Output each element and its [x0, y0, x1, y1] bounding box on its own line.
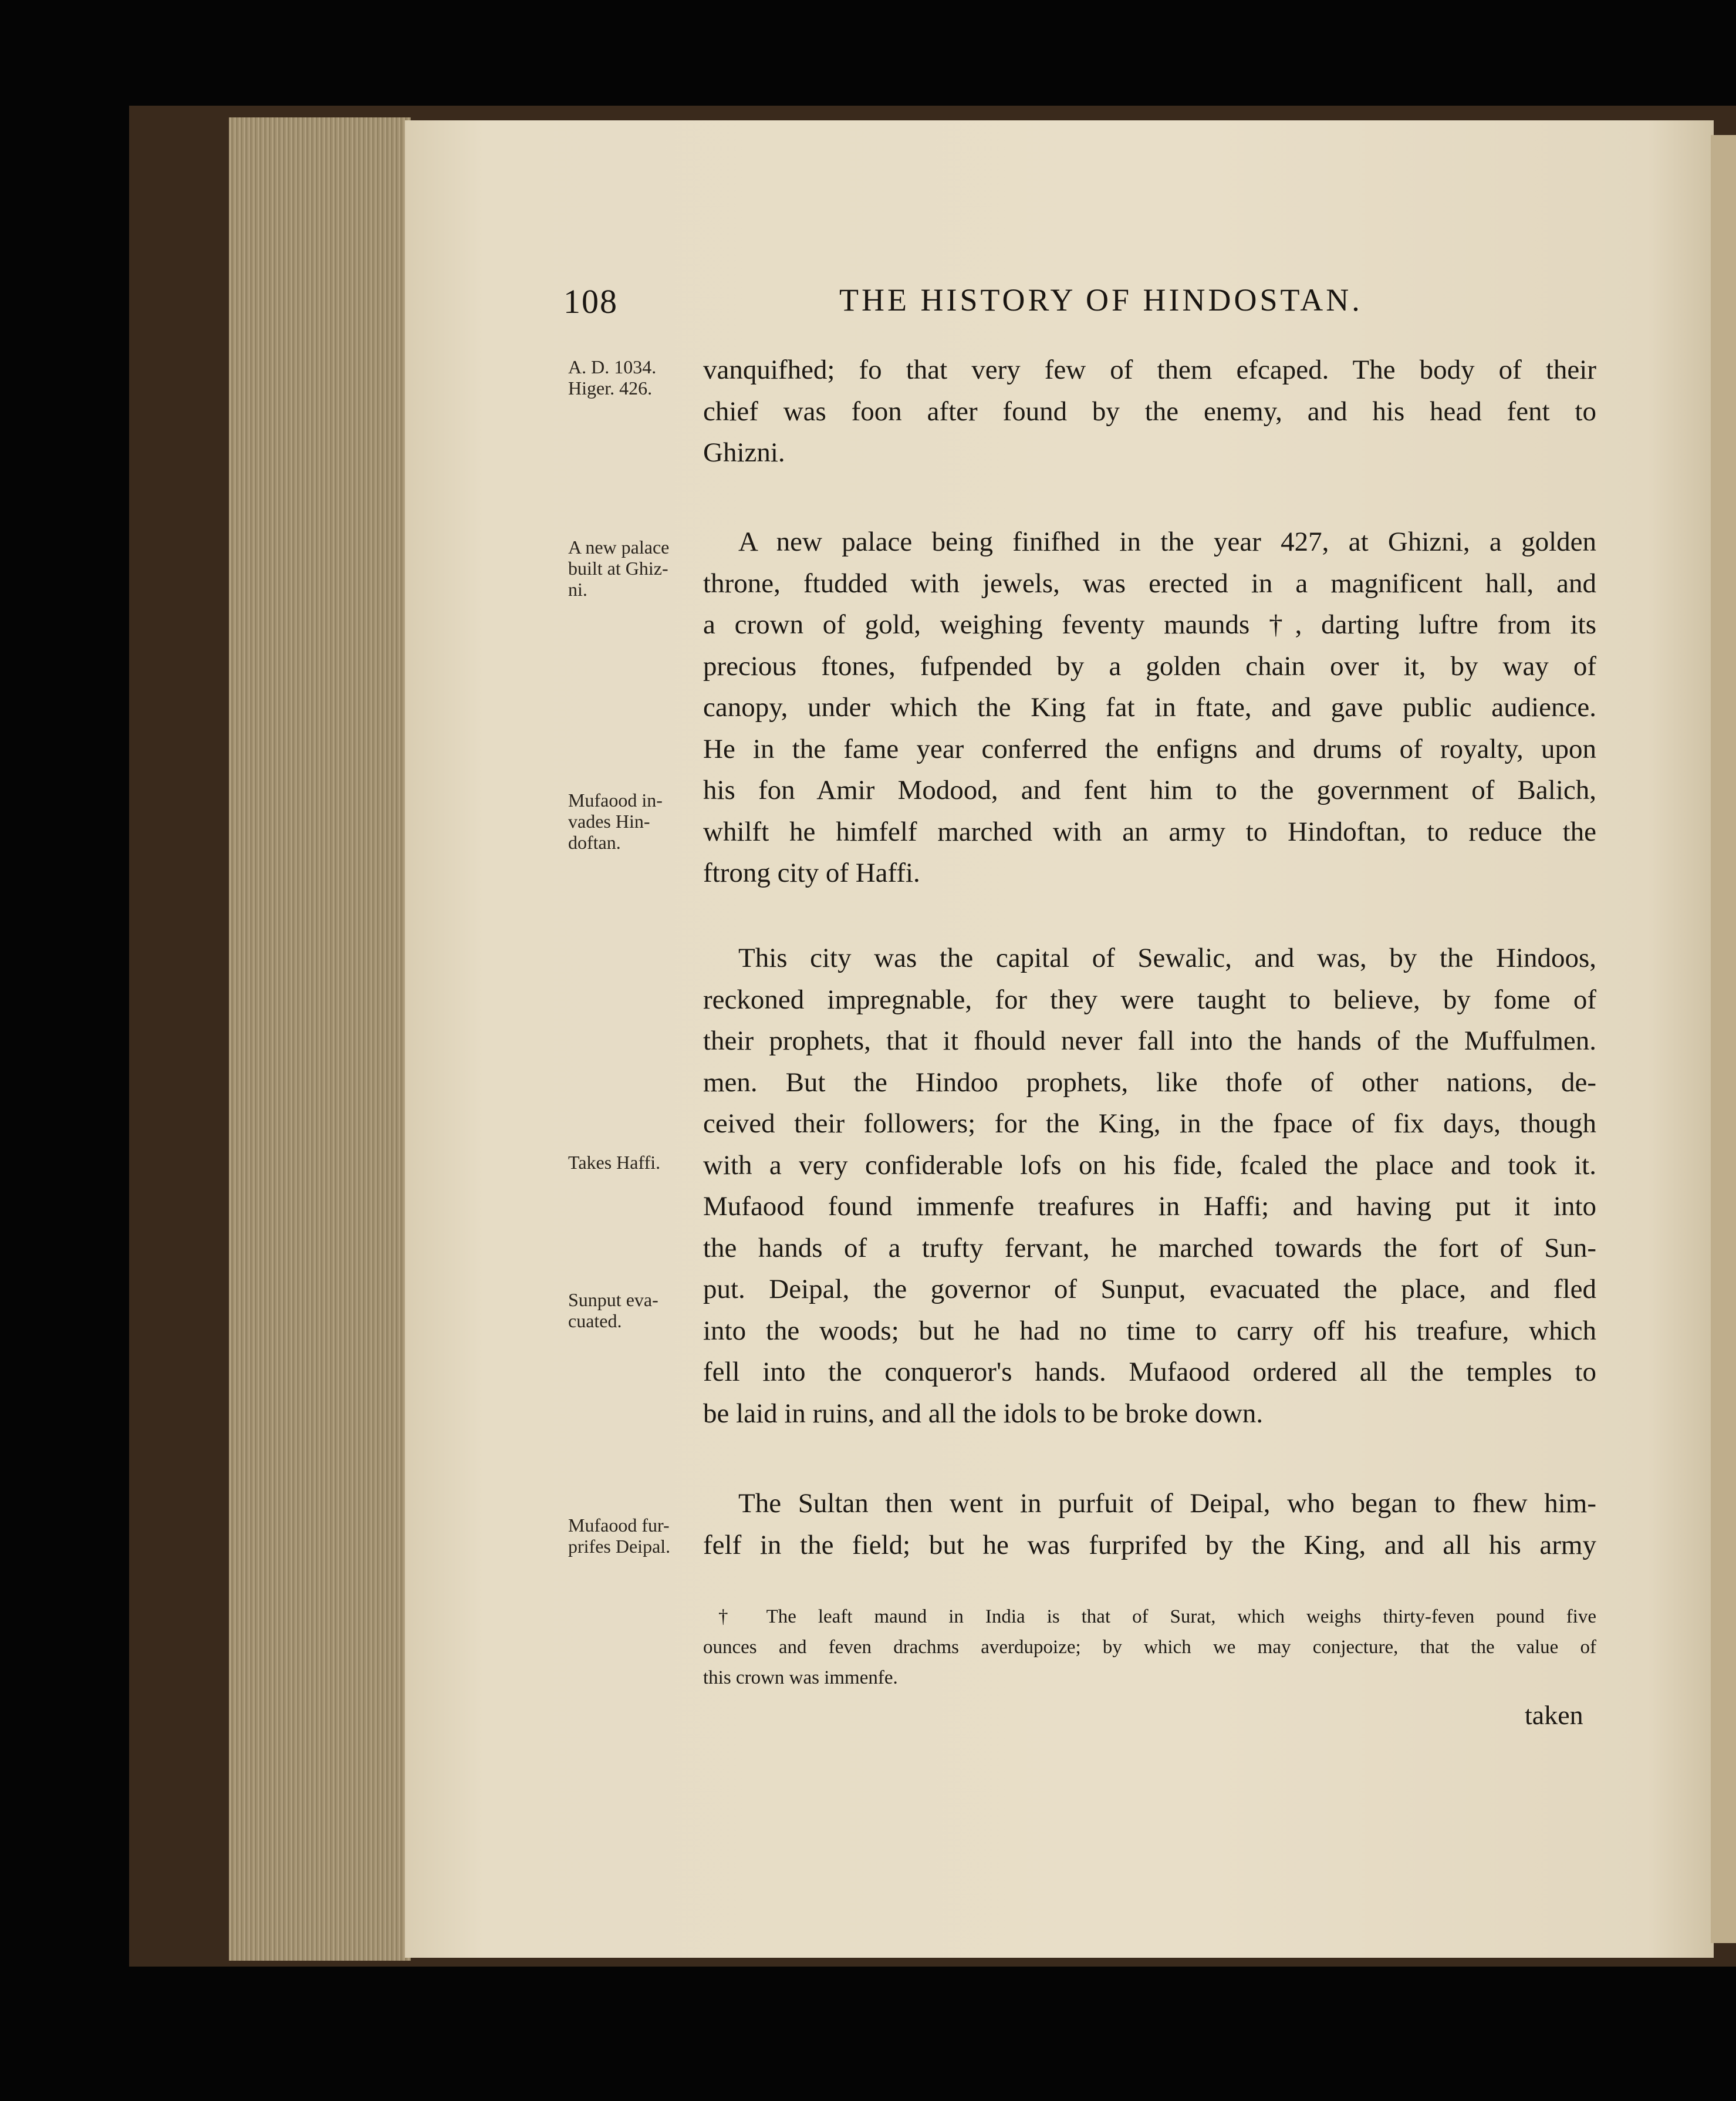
page-edges [229, 117, 411, 1961]
text-line: a crown of gold, weighing feventy maunds †, darting luftre from its [703, 609, 1596, 640]
footnote-line: this crown was immenfe. [703, 1667, 898, 1688]
text-line: throne, ftudded with jewels, was erected in a magnificent hall, and [703, 568, 1596, 599]
page-number: 108 [563, 282, 618, 321]
text-line: The Sultan then went in purfuit of Deipal, who began to fhew him- [738, 1488, 1596, 1519]
footnote [703, 1601, 1596, 1693]
text-line: whilft he himfelf marched with an army to Hindoftan, to reduce the [703, 816, 1596, 847]
footnote-line: † The leaft maund in India is that of Surat, which weighs thirty-feven pound five [718, 1606, 1596, 1627]
facing-page-edge [1711, 135, 1736, 1943]
margin-note-deipal: Mufaood fur- prifes Deipal. [568, 1515, 671, 1557]
text-line: be laid in ruins, and all the idols to be broke down. [703, 1398, 1264, 1429]
text-line: ftrong city of Haffi. [703, 858, 920, 888]
text-line: their prophets, that it fhould never fall into the hands of the Muffulmen. [703, 1026, 1596, 1056]
text-line: canopy, under which the King fat in ftate, and gave public audience. [703, 692, 1596, 723]
running-head [563, 282, 1608, 335]
text-line: the hands of a trufty fervant, he marched towards the fort of Sun- [703, 1232, 1596, 1263]
paragraph-3 [703, 937, 1596, 1434]
text-line: fell into the conqueror's hands. Mufaood ordered all the temples to [703, 1357, 1596, 1387]
paragraph-1 [703, 349, 1596, 474]
text-line: A new palace being finifhed in the year 427, at Ghizni, a golden [738, 527, 1596, 557]
catchword: taken [1525, 1700, 1583, 1730]
text-line: his fon Amir Modood, and fent him to the government of Balich, [703, 775, 1596, 805]
page-title: THE HISTORY OF HINDOSTAN. [839, 282, 1363, 318]
text-line: vanquifhed; fo that very few of them efcaped. The body of their [703, 355, 1596, 385]
text-line: chief was foon after found by the enemy, and his head fent to [703, 396, 1596, 427]
margin-note-sunput: Sunput eva- cuated. [568, 1289, 658, 1331]
paragraph-2 [703, 521, 1596, 894]
margin-note-palace: A new palace built at Ghiz- ni. [568, 537, 670, 600]
margin-note-invades: Mufaood in- vades Hin- doftan. [568, 790, 663, 853]
text-line: put. Deipal, the governor of Sunput, evacuated the place, and fled [703, 1274, 1596, 1304]
text-line: into the woods; but he had no time to carry off his treafure, which [703, 1315, 1596, 1346]
text-line: felf in the field; but he was furprifed by the King, and all his army [703, 1529, 1596, 1560]
text-line: men. But the Hindoo prophets, like thofe of other nations, de- [703, 1067, 1596, 1098]
text-line: Mufaood found immenfe treafures in Haffi; and having put it into [703, 1191, 1596, 1222]
text-line: with a very confiderable lofs on his fide, fcaled the place and took it. [703, 1149, 1596, 1181]
text-line: This city was the capital of Sewalic, and was, by the Hindoos, [738, 943, 1596, 973]
text-line: precious ftones, fufpended by a golden chain over it, by way of [703, 650, 1596, 682]
text-line: He in the fame year conferred the enfigns and drums of royalty, upon [703, 733, 1596, 764]
paragraph-4 [703, 1483, 1596, 1566]
margin-note-date: A. D. 1034. Higer. 426. [568, 356, 657, 399]
footnote-line: ounces and feven drachms averdupoize; by which we may conjecture, that the value of [703, 1637, 1596, 1658]
text-line: Ghizni. [703, 437, 785, 468]
text-line: ceived their followers; for the King, in the fpace of fix days, though [703, 1108, 1596, 1139]
margin-note-takes-haffi: Takes Haffi. [568, 1152, 661, 1173]
text-line: reckoned impregnable, for they were taught to believe, by fome of [703, 984, 1596, 1015]
